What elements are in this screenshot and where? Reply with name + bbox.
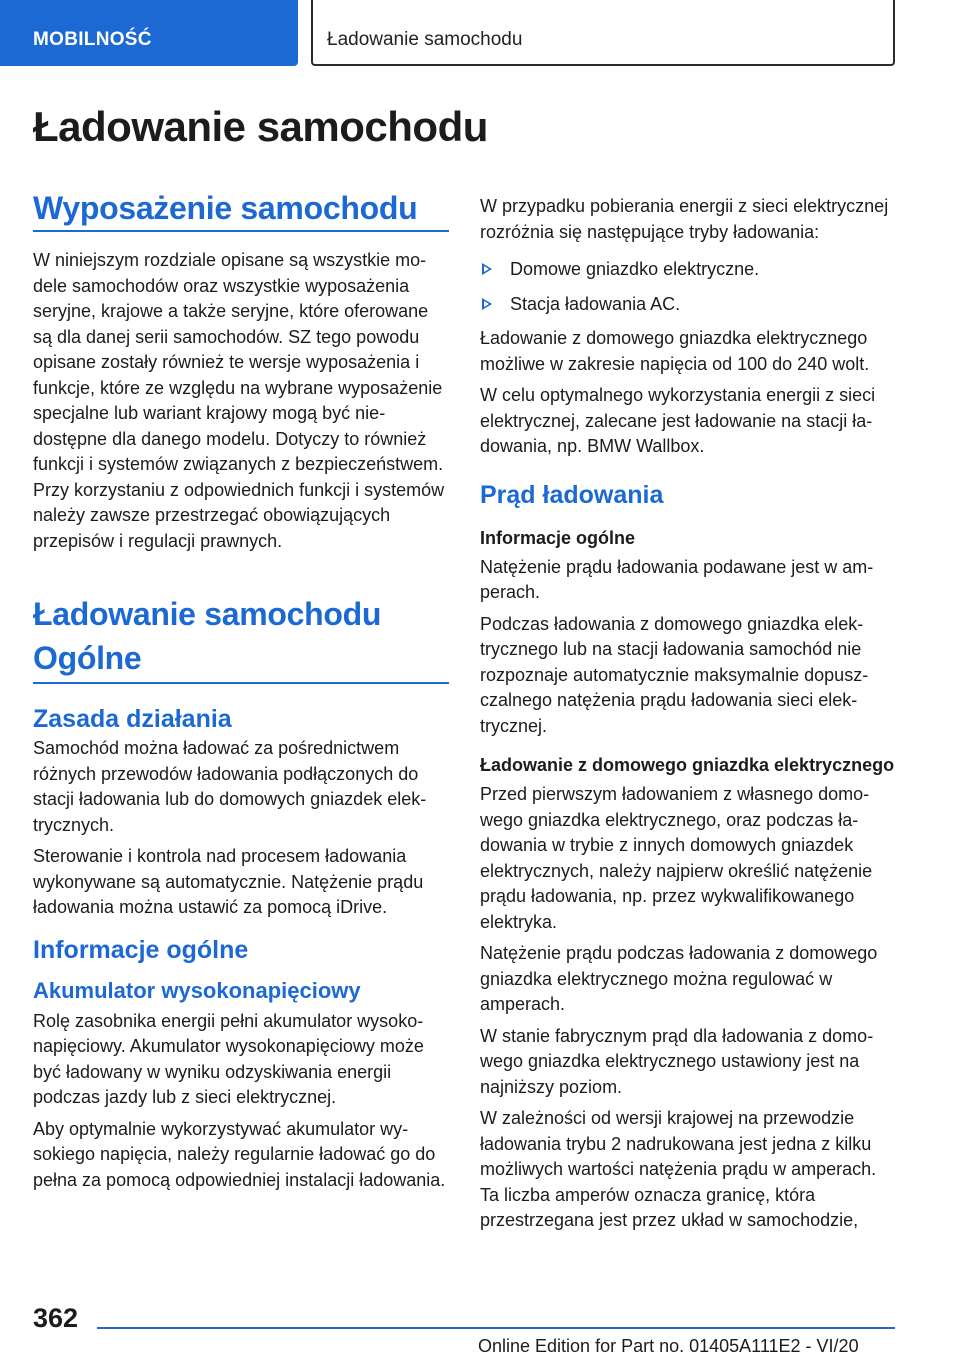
section-label: MOBILNOŚĆ [33, 29, 152, 50]
home-paragraph-1: Przed pierwszym ładowaniem z własnego domowego gniazdka elektrycznego, oraz podczas ładowania w trybie z innych domowych gniazdek elektrycznych, należy najpierw określić natężenie prądu ładowania, np. przez wykwalifikowanego elektryka. [480, 784, 873, 932]
general-info-heading: Informacje ogólne [33, 935, 249, 964]
chapter-tab [311, 0, 895, 66]
footer-divider [97, 1327, 895, 1329]
list-item [480, 257, 896, 283]
optimal-usage-text: W celu optymalnego wykorzystania energii z sieci elektrycznej, zalecane jest ładowanie na stacji ładowania, np. BMW Wallbox. [480, 385, 876, 456]
home-paragraph-3: W stanie fabrycznym prąd dla ładowania z domowego gniazdka elektrycznego ustawiony jest na najniższy poziom. [480, 1025, 874, 1097]
charging-heading-line2: Ogólne [33, 640, 142, 676]
edition-label: Online Edition for Part no. 01405A111E2 - VI/20 [478, 1336, 859, 1356]
charging-heading [33, 590, 449, 684]
list-item [480, 292, 896, 318]
charging-modes-list [480, 257, 896, 317]
equipment-text: W niniejszym rozdziale opisane są wszystkie modele samochodów oraz wszystkie wyposażenia seryjne, krajowe a także seryjne, które oferowane są dla danej serii samochodów. SZ tego powodu opisane zostały również te wersje wyposażenia i funkcje, które ze względu na wybrane wyposażenie specjalne lub wariant krajowy mogą być niedostępne dla danego modelu. Dotyczy to również funkcji i systemów związanych z bezpieczeństwem. Przy korzystaniu z odpowiednich funkcji i systemów należy zawsze przestrzegać obowiązujących przepisów i regulacji prawnych. [33, 250, 445, 551]
principle-paragraph-2: Sterowanie i kontrola nad procesem ładowania wykonywane są automatycznie. Natężenie prądu ładowania można ustawić za pomocą iDrive. [33, 846, 424, 917]
page-header [0, 0, 960, 68]
page-number: 362 [33, 1303, 79, 1333]
current-heading: Prąd ładowania [480, 480, 664, 509]
battery-heading: Akumulator wysokonapięciowy [33, 977, 361, 1003]
home-socket-subheading: Ładowanie z domowego gniazdka elektrycznego [480, 755, 895, 775]
battery-paragraph-1: Rolę zasobnika energii pełni akumulator wysokonapięciowy. Akumulator wysokonapięciowy może być ładowany w wyniku odzyskiwania energii podczas jazdy lub z sieci elektrycznej. [33, 1010, 424, 1107]
triangle-bullet-icon [482, 298, 492, 310]
home-socket-text: Ładowanie z domowego gniazdka elektrycznego możliwe w zakresie napięcia od 100 do 240 wolt. [480, 328, 870, 374]
chapter-label: Ładowanie samochodu [327, 29, 523, 50]
current-paragraph-1: Natężenie prądu ładowania podawane jest w amperach. [480, 556, 874, 602]
mode-label: Domowe gniazdko elektryczne. [510, 259, 760, 279]
home-paragraph-2: Natężenie prądu podczas ładowania z domowego gniazdka elektrycznego można regulować w amperach. [480, 943, 878, 1014]
equipment-heading: Wyposażenie samochodu [33, 190, 449, 232]
mode-label: Stacja ładowania AC. [510, 293, 681, 314]
home-paragraph-4: W zależności od wersji krajowej na przewodzie ładowania trybu 2 nadrukowana jest jedna z kilku możliwych wartości natężenia prądu w amperach. Ta liczba amperów oznacza granicę, która przestrzegana jest przez układ w samochodzie, [480, 1108, 877, 1230]
principle-paragraph-1: Samochód można ładować za pośrednictwem różnych przewodów ładowania podłączonych do stacji ładowania lub do domowych gniazdek elektrycznych. [33, 738, 427, 835]
left-column [33, 190, 449, 1199]
right-column [480, 194, 896, 1240]
battery-paragraph-2: Aby optymalnie wykorzystywać akumulator wysokiego napięcia, należy regularnie ładować go do pełna za pomocą odpowiedniej instalacji ładowania. [33, 1118, 446, 1190]
triangle-bullet-icon [482, 263, 492, 275]
page-title: Ładowanie samochodu [33, 103, 488, 150]
section-tab [0, 0, 298, 66]
general-subheading: Informacje ogólne [480, 527, 636, 548]
current-paragraph-2: Podczas ładowania z domowego gniazdka elektrycznego lub na stacji ładowania samochód nie rozpoznaje automatycznie maksymalnie dopuszczalnego natężenia prądu ładowania sieci elektrycznej. [480, 613, 869, 736]
modes-intro: W przypadku pobierania energii z sieci elektrycznej rozróżnia się następujące tryby ładowania: [480, 196, 889, 242]
principle-heading: Zasada działania [33, 705, 232, 733]
charging-heading-line1: Ładowanie samochodu [33, 596, 382, 632]
